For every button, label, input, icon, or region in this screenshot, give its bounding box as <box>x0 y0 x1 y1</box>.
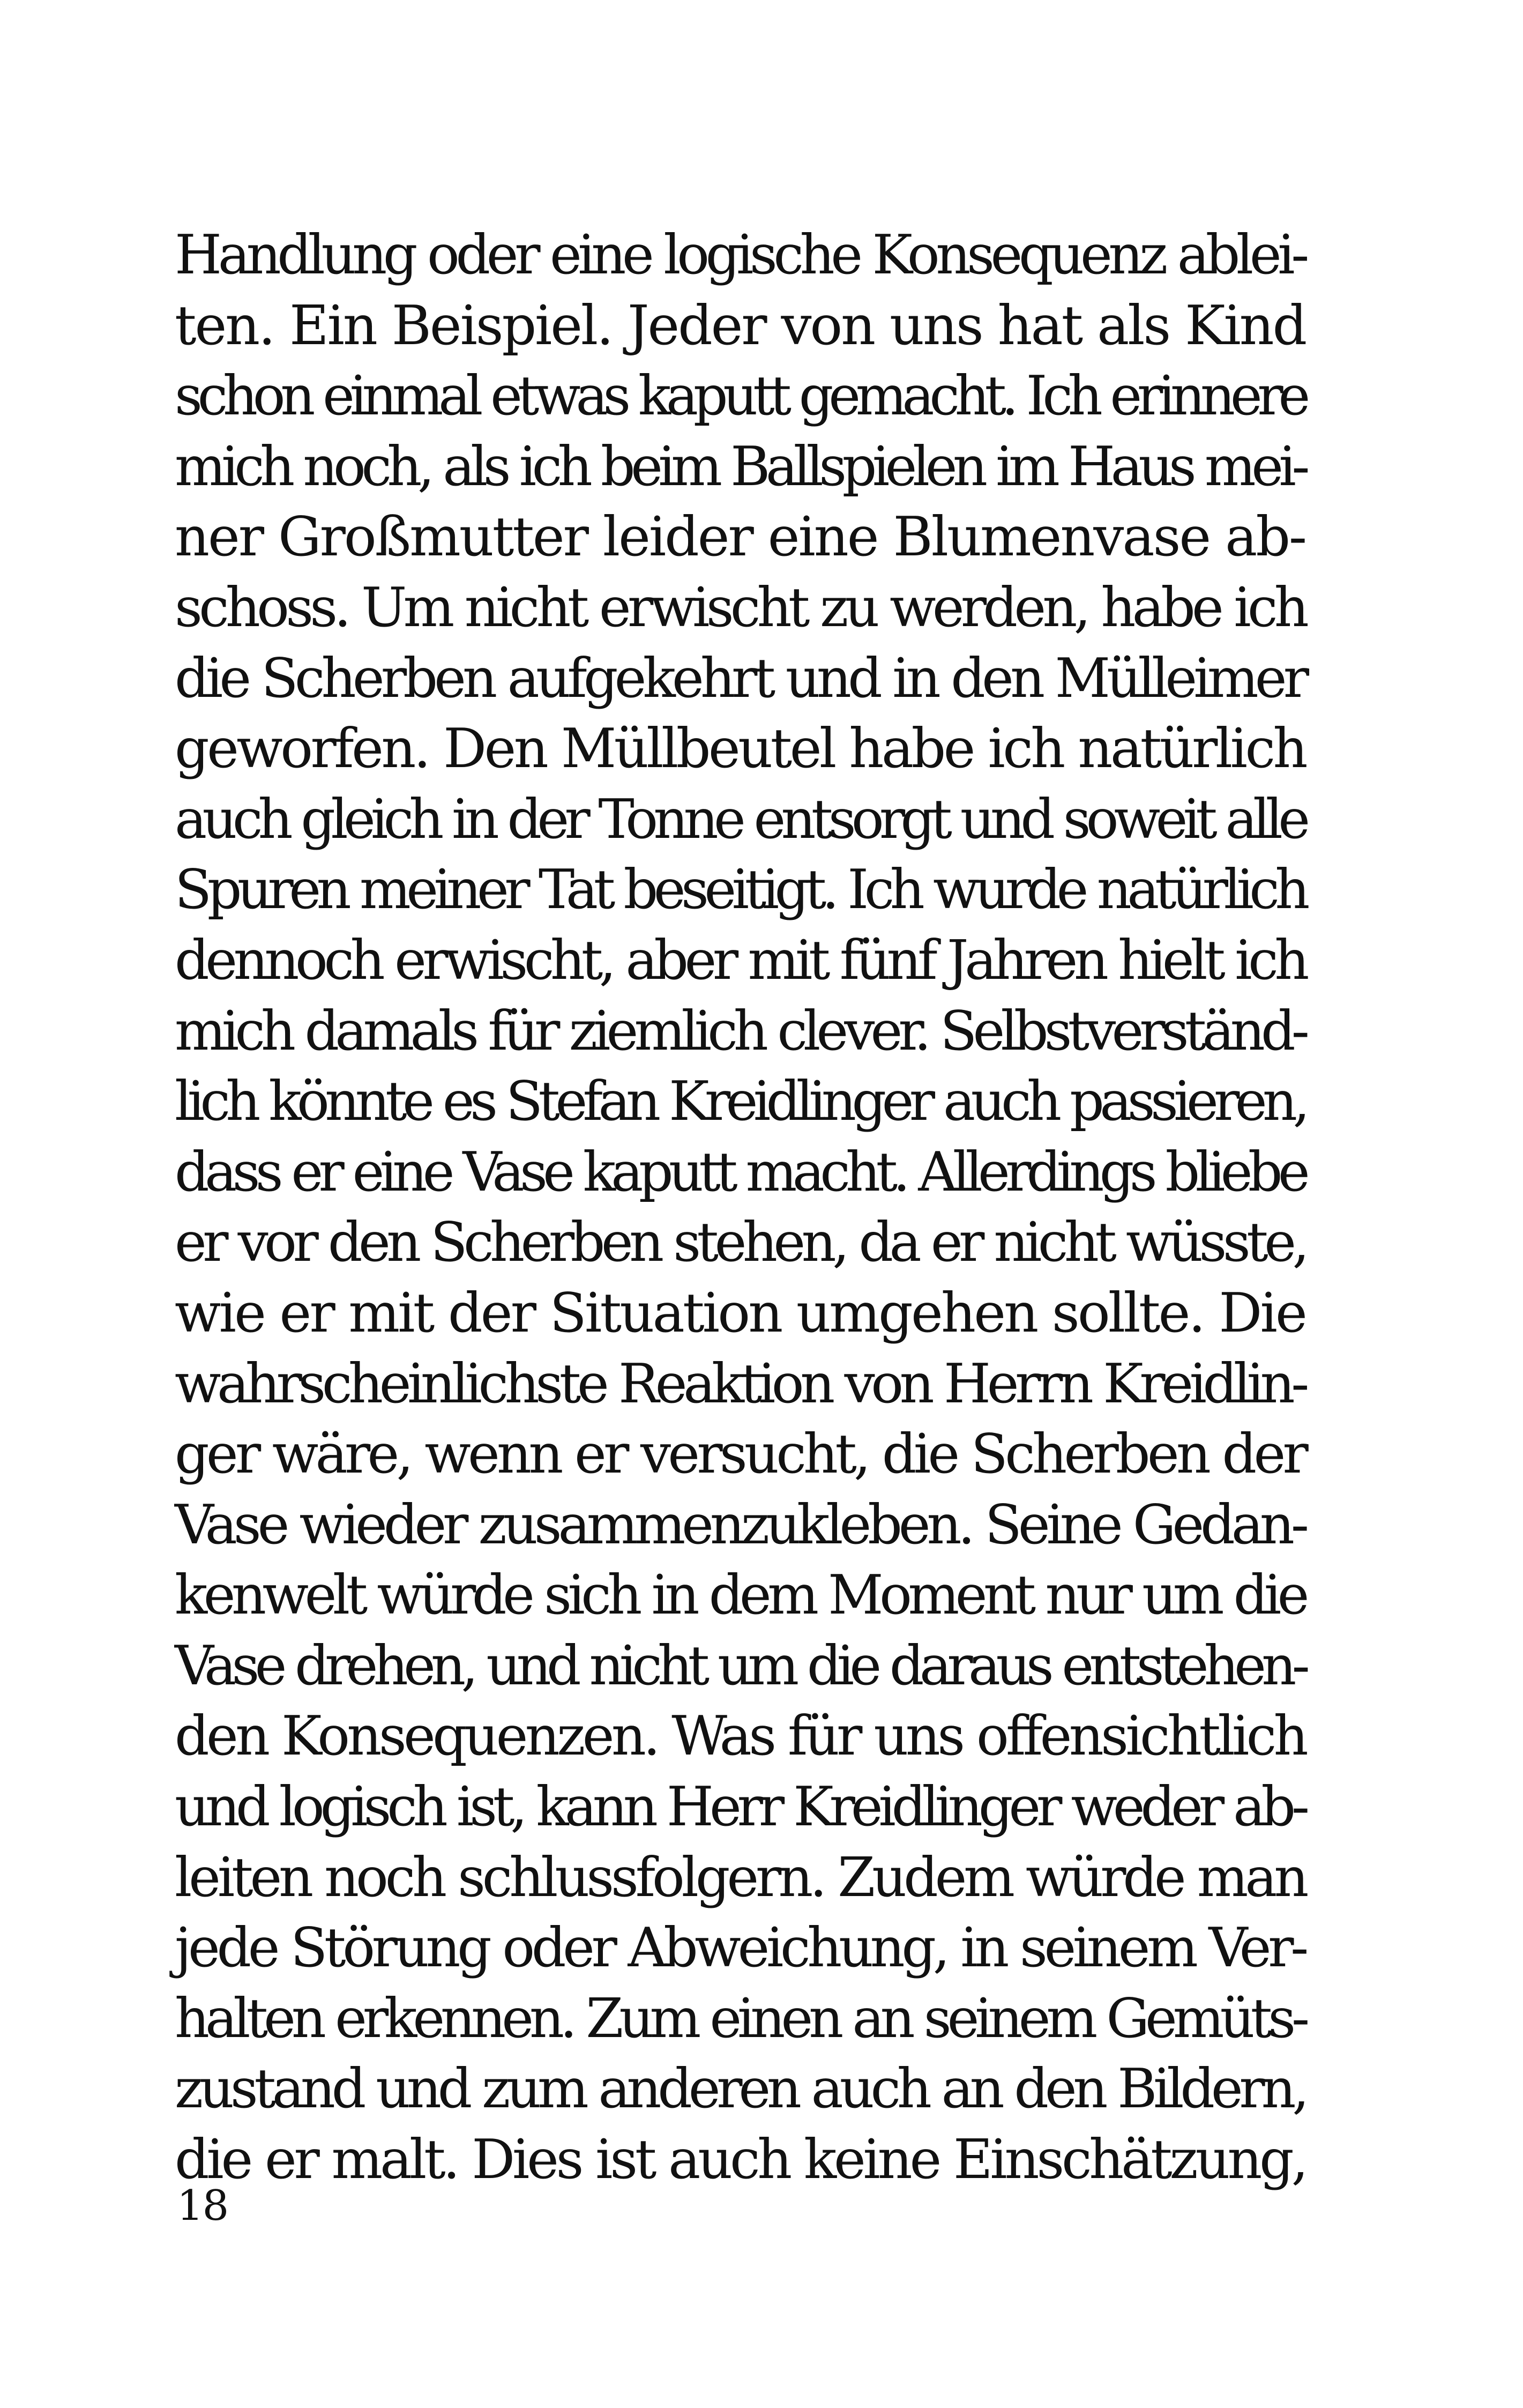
text-line: dass er eine Vase kaputt macht. Allerdings bliebe <box>175 1140 1305 1203</box>
text-line: mich noch, als ich beim Ballspielen im Haus mei- <box>175 434 1305 498</box>
text-line: er vor den Scherben stehen, da er nicht wüsste, <box>175 1210 1306 1274</box>
text-line: jede Störung oder Abweichung, in seinem Ver- <box>175 1916 1305 1980</box>
text-line: dennoch erwischt, aber mit fünf Jahren hielt ich <box>175 928 1305 992</box>
text-line: ner Großmutter leider eine Blumenvase ab- <box>175 505 1305 569</box>
text-line: mich damals für ziemlich clever. Selbstverständ- <box>175 999 1305 1062</box>
text-line: auch gleich in der Tonne entsorgt und soweit alle <box>175 787 1306 851</box>
text-line: Vase wieder zusammenzukleben. Seine Gedan- <box>175 1492 1305 1556</box>
text-line: schon einmal etwas kaputt gemacht. Ich erinnere <box>175 364 1306 428</box>
text-line: zustand und zum anderen auch an den Bildern, <box>175 2057 1306 2121</box>
text-line: lich könnte es Stefan Kreidlinger auch passieren, <box>175 1069 1305 1133</box>
text-line: den Konsequenzen. Was für uns offensichtlich <box>175 1704 1305 1768</box>
text-line: die Scherben aufgekehrt und in den Mülleimer <box>175 646 1306 710</box>
page-number: 18 <box>177 2182 228 2230</box>
body-text <box>175 220 1305 2195</box>
text-line: geworfen. Den Müllbeutel habe ich natürlich <box>175 717 1305 781</box>
text-line: die er malt. Dies ist auch keine Einschätzung, <box>175 2128 1306 2191</box>
text-line: Spuren meiner Tat beseitigt. Ich wurde natürlich <box>175 858 1305 921</box>
text-line: ten. Ein Beispiel. Jeder von uns hat als Kind <box>175 293 1306 357</box>
text-line: kenwelt würde sich in dem Moment nur um die <box>175 1563 1305 1627</box>
text-line: ger wäre, wenn er versucht, die Scherben der <box>175 1422 1305 1486</box>
text-line: und logisch ist, kann Herr Kreidlinger weder ab- <box>175 1775 1305 1839</box>
text-line: Vase drehen, und nicht um die daraus entstehen- <box>175 1633 1305 1697</box>
text-line: wie er mit der Situation umgehen sollte. Die <box>175 1281 1305 1344</box>
text-line: wahrscheinlichste Reaktion von Herrn Kreidlin- <box>175 1351 1305 1415</box>
text-line: Handlung oder eine logische Konsequenz ablei- <box>175 223 1305 286</box>
text-line: halten erkennen. Zum einen an seinem Gemüts- <box>175 1986 1306 2050</box>
text-line: leiten noch schlussfolgern. Zudem würde man <box>175 1845 1306 1909</box>
text-line: schoss. Um nicht erwischt zu werden, habe ich <box>175 575 1305 639</box>
